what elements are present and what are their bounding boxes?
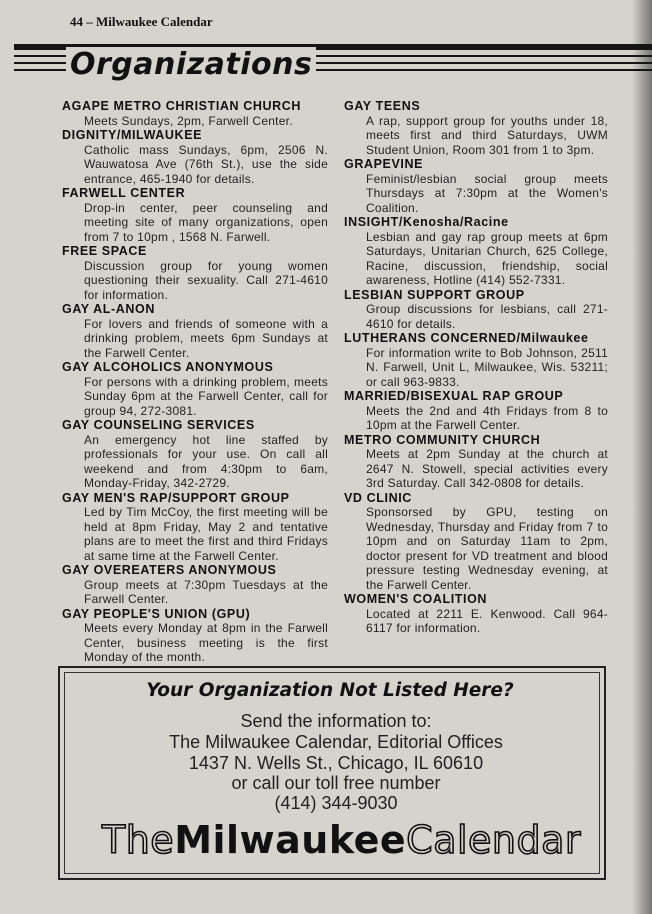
organization-name: GAY COUNSELING SERVICES xyxy=(62,418,255,432)
organization-entry xyxy=(62,360,328,418)
logo-calendar: Calendar xyxy=(406,818,582,862)
organization-entry xyxy=(62,244,328,302)
page-header: 44 – Milwaukee Calendar xyxy=(70,14,213,29)
callout-line-3: 1437 N. Wells St., Chicago, IL 60610 xyxy=(188,753,484,773)
organizations-left-column xyxy=(62,99,328,665)
organizations-right-column xyxy=(344,99,608,636)
organization-name: WOMEN'S COALITION xyxy=(344,592,488,606)
organization-name: VD CLINIC xyxy=(344,490,412,505)
organization-name: GAY PEOPLE'S UNION (GPU) xyxy=(62,606,251,621)
header-rule-left-3 xyxy=(14,69,66,71)
organization-entry xyxy=(62,99,328,128)
organization-description: For persons with a drinking problem, meets Sunday 6pm at the Farwell Center, call for group 94, 272-3081. xyxy=(84,374,328,418)
header-rule-left-1 xyxy=(14,55,66,57)
organization-name: LUTHERANS CONCERNED/Milwaukee xyxy=(344,331,589,345)
organization-entry xyxy=(344,592,608,636)
organization-description: Lesbian and gay rap group meets at 6pm Saturdays, Unitarian Church, 625 College, Racine, discussion, friendship, social awareness, Hotline (414) 552-7331. xyxy=(366,229,608,287)
organization-description: Meets Sundays, 2pm, Farwell Center. xyxy=(84,113,293,128)
organization-entry xyxy=(62,491,328,564)
header-rule-right-2 xyxy=(292,62,652,64)
organization-entry xyxy=(62,302,328,360)
logo-milwaukee: Milwaukee xyxy=(174,818,407,862)
organization-description: Catholic mass Sundays, 6pm, 2506 N. Wauwatosa Ave (76th St.), use the side entrance, 465-1940 for details. xyxy=(84,142,328,186)
organization-name: INSIGHT/Kenosha/Racine xyxy=(344,215,509,229)
organization-description: An emergency hot line staffed by professionals for your use. On call all weekend and from 4:30pm to 6am, Monday-Friday, 342-2729. xyxy=(84,432,328,490)
organization-description: Group discussions for lesbians, call 271-4610 for details. xyxy=(366,302,608,331)
organization-entry xyxy=(62,186,328,244)
organization-entry xyxy=(62,563,328,607)
organization-entry xyxy=(344,491,608,593)
organization-entry xyxy=(344,288,608,332)
organization-name: GRAPEVINE xyxy=(344,157,424,171)
organization-description: Group meets at 7:30pm Tuesdays at the Farwell Center. xyxy=(84,577,328,606)
callout-line-4: or call our toll free number xyxy=(231,773,441,793)
organization-description: Sponsorsed by GPU, testing on Wednesday, Thursday and Friday from 7 to 10pm and on Saturday 11am to 2pm, doctor present for VD treatment and blood pressure testing Wednesday evening, at the Farwell Center. xyxy=(366,505,608,592)
milwaukee-calendar-logo xyxy=(102,810,582,870)
callout-line-1: Send the information to: xyxy=(240,711,432,731)
organization-name: METRO COMMUNITY CHURCH xyxy=(344,432,541,447)
organization-name: GAY AL-ANON xyxy=(62,302,155,316)
organization-name: LESBIAN SUPPORT GROUP xyxy=(344,287,525,302)
organization-entry xyxy=(344,99,608,157)
callout-heading: Your Organization Not Listed Here? xyxy=(146,680,514,701)
organization-entry xyxy=(344,331,608,389)
organization-name: GAY ALCOHOLICS ANONYMOUS xyxy=(62,360,274,374)
organization-description: For lovers and friends of someone with a drinking problem, meets 6pm Sundays at the Farwell Center. xyxy=(84,316,328,360)
organization-description: A rap, support group for youths under 18, meets first and third Saturdays, UWM Student Union, Room 301 from 1 to 3pm. xyxy=(366,113,608,157)
organization-description: Led by Tim McCoy, the first meeting will be held at 8pm Friday, May 2 and tentative plans are to meet the first and third Fridays at same time at the Farwell Center. xyxy=(84,505,328,563)
logo-the: The xyxy=(102,818,175,862)
organization-entry xyxy=(344,157,608,215)
organization-entry xyxy=(62,418,328,491)
organization-entry xyxy=(344,215,608,288)
organization-description: Feminist/lesbian social group meets Thursdays at 7:30pm at the Women's Coalition. xyxy=(366,171,608,215)
organization-description: Discussion group for young women questioning their sexuality. Call 271-4610 for information. xyxy=(84,258,328,302)
organization-description: Meets the 2nd and 4th Fridays from 8 to 10pm at the Farwell Center. xyxy=(366,403,608,432)
organization-name: FARWELL CENTER xyxy=(62,186,186,200)
organization-entry xyxy=(344,389,608,433)
organization-name: GAY MEN'S RAP/SUPPORT GROUP xyxy=(62,490,290,505)
organization-entry xyxy=(344,433,608,491)
header-rule-right-1 xyxy=(292,55,652,57)
organization-description: Located at 2211 E. Kenwood. Call 964-6117 for information. xyxy=(366,606,608,635)
organization-name: GAY OVEREATERS ANONYMOUS xyxy=(62,563,277,577)
organization-description: Meets at 2pm Sunday at the church at 2647 N. Stowell, special activities every 3rd Saturday. Call 342-0808 for details. xyxy=(366,447,608,490)
organization-name: MARRIED/BISEXUAL RAP GROUP xyxy=(344,389,564,403)
page-title: Organizations xyxy=(66,47,316,83)
callout-line-5: (414) 344-9030 xyxy=(274,793,398,813)
organization-description: For information write to Bob Johnson, 2511 N. Farwell, Unit L, Milwaukee, Wis. 53211; or call 963-9833. xyxy=(366,345,608,389)
organization-entry xyxy=(62,607,328,665)
organization-description: Meets every Monday at 8pm in the Farwell Center, business meeting is the first Monday of the month. xyxy=(84,621,328,664)
header-rule-left-2 xyxy=(14,62,66,64)
callout-line-2: The Milwaukee Calendar, Editorial Offices xyxy=(169,732,503,752)
organization-entry xyxy=(62,128,328,186)
organization-name: DIGNITY/MILWAUKEE xyxy=(62,128,203,142)
organization-name: AGAPE METRO CHRISTIAN CHURCH xyxy=(62,99,302,113)
organization-description: Drop-in center, peer counseling and meeting site of many organizations, open from 7 to 10pm , 1568 N. Farwell. xyxy=(84,200,328,244)
organization-name: FREE SPACE xyxy=(62,244,147,258)
organization-name: GAY TEENS xyxy=(344,99,421,113)
header-rule-right-3 xyxy=(292,69,652,71)
